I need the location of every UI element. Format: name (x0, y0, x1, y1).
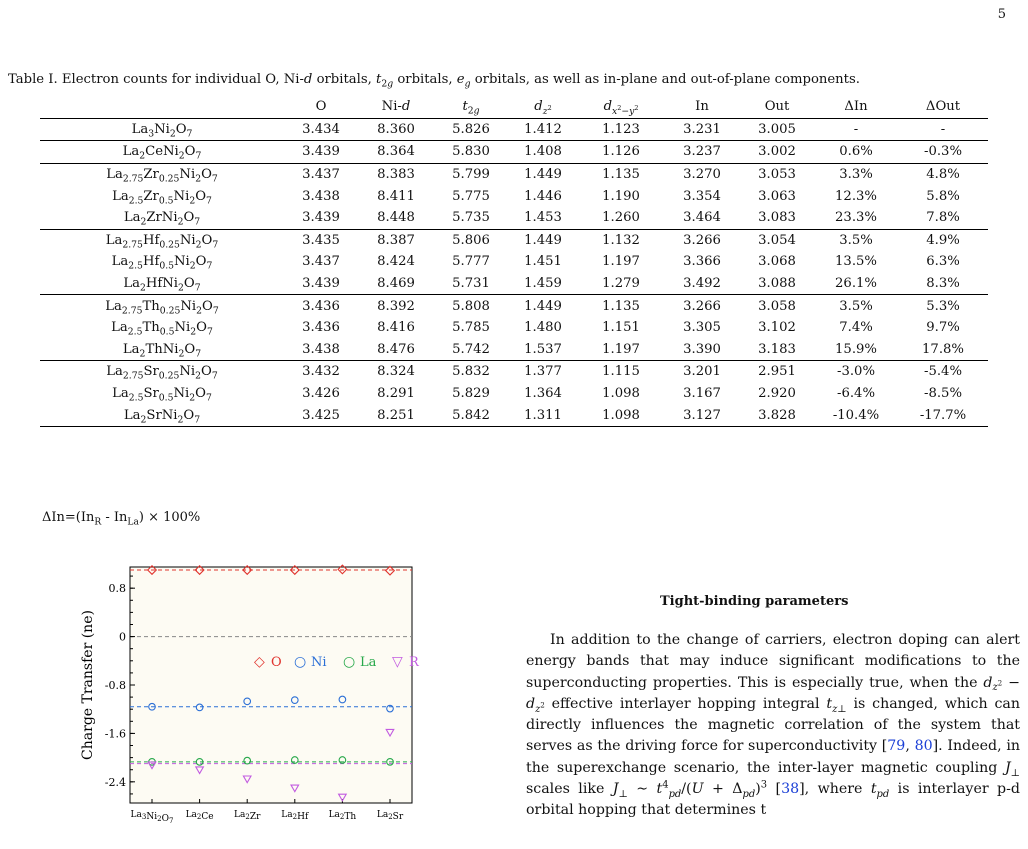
x-tick-label (281, 810, 309, 822)
table-cell: 5.806 (434, 229, 508, 251)
table-cell: 3.434 (302, 121, 340, 137)
table-cell: 1.135 (578, 163, 664, 185)
table-cell: 3.390 (683, 341, 721, 357)
table-cell: 3.053 (740, 163, 814, 185)
table-cell: 8.360 (377, 121, 415, 137)
table-cell: 1.537 (524, 341, 562, 357)
table-cell: -0.3% (898, 141, 988, 164)
table-cell: 5.785 (452, 320, 490, 336)
table-cell: 5.826 (452, 121, 490, 137)
table-cell: 3.167 (683, 386, 721, 402)
table-cell: 1.197 (602, 341, 640, 357)
x-tick-label-part: 2 (245, 813, 250, 821)
legend-label: La (360, 654, 377, 670)
table-cell: 5.829 (452, 386, 490, 402)
x-tick-label-part: Sr (392, 812, 404, 822)
x-tick-label-part: 7 (168, 817, 174, 825)
compound-cell: $La_{2.75}Sr_{0.25}Ni_2O_7$ (40, 361, 284, 383)
table-cell: 5.8% (926, 188, 960, 204)
table-cell: 5.742 (452, 341, 490, 357)
header-out: Out (740, 96, 814, 118)
table-cell: 5.799 (434, 163, 508, 185)
table-cell: 3.058 (740, 295, 814, 317)
table-cell: 8.324 (358, 361, 434, 383)
table-cell: 15.9% (835, 341, 877, 357)
compound-cell: $La_2HfNi_2O_7$ (123, 276, 201, 294)
legend-symbol: ◇ (254, 653, 265, 670)
table-cell: 1.412 (524, 121, 562, 137)
compound-cell: $La_2ZrNi_2O_7$ (123, 210, 201, 228)
x-tick-label-part: La (376, 810, 389, 820)
x-tick-label-part: La (185, 810, 197, 820)
table-cell: 3.127 (664, 404, 740, 426)
table-cell: 8.251 (358, 404, 434, 426)
table-cell: 5.832 (434, 361, 508, 383)
header-compound (40, 96, 284, 118)
table-cell: 3.266 (664, 295, 740, 317)
table-cell: 1.115 (578, 361, 664, 383)
table-cell: 6.3% (926, 254, 960, 270)
x-tick-label-part: Ni (146, 812, 158, 822)
table-cell: 8.383 (358, 163, 434, 185)
table-cell: 3.439 (284, 141, 358, 164)
table-cell: 1.459 (524, 276, 562, 292)
x-tick-label-part: Hf (297, 812, 309, 822)
table-cell: -10.4% (814, 404, 898, 426)
x-tick-label (377, 810, 404, 822)
x-tick-label-part: La (234, 810, 246, 820)
table-cell: 1.364 (524, 386, 562, 402)
table-cell: 3.305 (683, 320, 721, 336)
y-tick-label: -2.4 (104, 775, 126, 789)
legend-symbol: ▽ (392, 653, 403, 670)
section-paragraph: In addition to the change of carriers, electron doping can alert energy bands that may induce significant modifications to the superconducting properties. This is especially true, when the $d_{z^2} - d_{z^2}$ effective interlayer hopping integral $t_{z\perp}$ is changed, which can directly influences the magnetic correlation of the system that serves as the driving force for superconductivity [79, 80]. Indeed, in the superexchange scenario, the inter-layer magnetic coupling $J_\perp$ scales like $J_\perp$ ∼ $t^4_{pd}/(U + \Delta_{pd})^3$ [38], where $t_{pd}$ is interlayer p-d orbital hopping that determines t (526, 632, 1020, 819)
table-cell: 1.377 (508, 361, 578, 383)
table-cell: 3.439 (302, 210, 340, 226)
table-cell: 3.270 (664, 163, 740, 185)
table-cell: 1.132 (578, 229, 664, 251)
electron-count-table (40, 96, 988, 427)
header-t2g: $t_{2g}$ (434, 96, 508, 118)
table-cell: 3.437 (302, 254, 340, 270)
header-ni-d: Ni-d (358, 96, 434, 118)
table-cell: 1.453 (524, 210, 562, 226)
table-cell: 1.408 (508, 141, 578, 164)
table-cell: 3.3% (814, 163, 898, 185)
table-row (40, 295, 988, 317)
x-tick-label-part: La (130, 810, 142, 820)
table-cell: 3.436 (284, 295, 358, 317)
table-cell: - (853, 121, 859, 137)
table-row (40, 251, 988, 273)
compound-cell: $La_{2.75}Hf_{0.25}Ni_2O_7$ (40, 229, 284, 251)
table-cell: 1.126 (578, 141, 664, 164)
page-number: 5 (997, 7, 1006, 22)
table-cell: 8.476 (377, 341, 415, 357)
table-cell: 9.7% (926, 320, 960, 336)
table-cell: 1.098 (602, 386, 640, 402)
x-tick-label (329, 810, 357, 822)
table-row (40, 317, 988, 339)
x-tick-label-part: La (281, 810, 293, 820)
x-tick-label (234, 810, 261, 822)
table-cell: 2.920 (758, 386, 796, 402)
table-header-row (40, 96, 988, 118)
table-cell: -17.7% (898, 404, 988, 426)
citation-link[interactable]: 80 (914, 738, 933, 755)
table-cell: 8.411 (377, 188, 415, 204)
table-cell: 2.951 (740, 361, 814, 383)
table-cell: 1.449 (508, 229, 578, 251)
table-cell: 3.201 (664, 361, 740, 383)
y-tick-label: 0.8 (108, 582, 126, 596)
plot-area (130, 567, 412, 803)
legend-symbol: ○ (294, 653, 307, 670)
table-cell: 1.480 (524, 320, 562, 336)
table-cell: 1.135 (578, 295, 664, 317)
table-cell: 4.9% (898, 229, 988, 251)
table-cell: 3.005 (758, 121, 796, 137)
x-tick-label (131, 810, 174, 825)
table-cell: 1.190 (602, 188, 640, 204)
table-cell: 3.5% (814, 295, 898, 317)
table-cell: 3.5% (814, 229, 898, 251)
compound-cell: $La_{2.5}Hf_{0.5}Ni_2O_7$ (111, 254, 213, 273)
table-cell: 5.775 (452, 188, 490, 204)
table-row (40, 207, 988, 229)
table-cell: 3.002 (740, 141, 814, 164)
table-cell: 3.435 (284, 229, 358, 251)
table-cell: 4.8% (898, 163, 988, 185)
table-cell: -6.4% (837, 386, 875, 402)
compound-cell: $La_{2.75}Zr_{0.25}Ni_2O_7$ (40, 163, 284, 185)
compound-cell: $La_{2.75}Th_{0.25}Ni_2O_7$ (40, 295, 284, 317)
legend-label: O (271, 654, 282, 670)
table-cell: 3.432 (284, 361, 358, 383)
table-row (40, 229, 988, 251)
table-row (40, 185, 988, 207)
table-cell: 5.731 (452, 276, 490, 292)
legend-symbol: ○ (343, 653, 356, 670)
table-cell: 3.266 (664, 229, 740, 251)
table-cell: 3.068 (758, 254, 796, 270)
table-cell: 3.366 (683, 254, 721, 270)
table-cell: 23.3% (835, 210, 877, 226)
table-cell: 12.3% (835, 188, 877, 204)
table-cell: 8.424 (377, 254, 415, 270)
table-row (40, 141, 988, 164)
table-cell: -8.5% (924, 386, 962, 402)
charge-transfer-chart (74, 555, 424, 835)
compound-cell: $La_2CeNi_2O_7$ (40, 141, 284, 164)
citation-link[interactable]: 79 (887, 738, 906, 755)
x-tick-label-part: Ce (201, 812, 214, 822)
citation-link[interactable]: 38 (781, 781, 800, 798)
table-cell: 7.8% (926, 210, 960, 226)
table-cell: 8.291 (377, 386, 415, 402)
table-cell: 1.098 (578, 404, 664, 426)
table-cell: 3.425 (284, 404, 358, 426)
table-cell: 5.842 (434, 404, 508, 426)
y-tick-label: 0 (119, 630, 126, 644)
table-cell: 1.446 (524, 188, 562, 204)
table-cell: 0.6% (814, 141, 898, 164)
x-tick-label-part: La (328, 810, 340, 820)
table-cell: 1.449 (508, 295, 578, 317)
table-cell: 3.354 (683, 188, 721, 204)
table-cell: 5.777 (452, 254, 490, 270)
table-cell: 17.8% (922, 341, 964, 357)
compound-cell: $La_3Ni_2O_7$ (131, 121, 193, 140)
table-cell: 8.387 (358, 229, 434, 251)
table-cell: 3.054 (740, 229, 814, 251)
x-tick-label (186, 810, 214, 822)
table-cell: 3.828 (740, 404, 814, 426)
x-tick-label-part: 2 (196, 813, 202, 821)
table-cell: 5.735 (452, 210, 490, 226)
table-cell: 1.311 (508, 404, 578, 426)
table-row (40, 118, 988, 141)
table-cell: 5.808 (434, 295, 508, 317)
table-cell: 3.231 (683, 121, 721, 137)
table-cell: 3.063 (758, 188, 796, 204)
compound-cell: $La_{2.5}Th_{0.5}Ni_2O_7$ (111, 320, 213, 338)
x-tick-label-part: 2 (339, 813, 345, 821)
table-row (40, 361, 988, 383)
table-cell: 1.260 (602, 210, 640, 226)
table-cell: 8.448 (377, 210, 415, 226)
table-row (40, 163, 988, 185)
compound-cell: $La_{2.5}Sr_{0.5}Ni_2O_7$ (112, 386, 212, 404)
x-tick-label-part: Th (344, 812, 357, 822)
table-cell: 1.449 (508, 163, 578, 185)
table-cell: 1.197 (602, 254, 640, 270)
x-tick-label-part: 2 (292, 813, 298, 821)
table-cell: 3.083 (758, 210, 796, 226)
table-row (40, 273, 988, 295)
table-cell: 3.102 (758, 320, 796, 336)
compound-cell: $La_{2.5}Zr_{0.5}Ni_2O_7$ (112, 188, 212, 207)
x-tick-label-part: 3 (141, 813, 147, 821)
table-cell: 3.183 (758, 341, 796, 357)
table-cell: 8.364 (358, 141, 434, 164)
table-cell: 3.438 (302, 188, 340, 204)
table-cell: 3.464 (683, 210, 721, 226)
table-cell: -3.0% (814, 361, 898, 383)
x-tick-label-part: 2 (157, 815, 162, 823)
table-cell: 3.438 (302, 341, 340, 357)
header-o: O (284, 96, 358, 118)
table-cell: 1.151 (602, 320, 640, 336)
table-cell: 3.426 (302, 386, 340, 402)
table-cell: 8.469 (377, 276, 415, 292)
table-cell: 3.439 (302, 276, 340, 292)
section-heading: Tight-binding parameters (660, 594, 849, 609)
compound-cell: $La_2SrNi_2O_7$ (40, 404, 284, 426)
table-cell: 8.3% (926, 276, 960, 292)
table-cell: -5.4% (898, 361, 988, 383)
header-dz2: $d_{z^2}$ (508, 96, 578, 118)
table-cell: 1.123 (602, 121, 640, 137)
header-in: In (664, 96, 740, 118)
table-row (40, 404, 988, 426)
table-cell: 1.279 (602, 276, 640, 292)
table-cell: 3.437 (284, 163, 358, 185)
compound-cell: $La_2ThNi_2O_7$ (122, 341, 202, 360)
y-tick-label: -0.8 (104, 679, 126, 692)
table-cell: 3.088 (758, 276, 796, 292)
table-cell: 8.392 (358, 295, 434, 317)
table-cell: 3.492 (683, 276, 721, 292)
header-delta-out: ΔOut (898, 96, 988, 118)
table-cell: 13.5% (835, 254, 877, 270)
x-tick-label-part: 2 (388, 813, 393, 821)
table-cell: 7.4% (839, 320, 873, 336)
legend-label: Ni (311, 654, 327, 670)
table-cell: 5.3% (898, 295, 988, 317)
header-delta-in: ΔIn (814, 96, 898, 118)
table-cell: 3.436 (302, 320, 340, 336)
y-axis-label: Charge Transfer (ne) (80, 610, 96, 760)
y-tick-label: -1.6 (104, 727, 126, 741)
table-cell: 1.451 (524, 254, 562, 270)
table-cell: 3.237 (664, 141, 740, 164)
table-cell: - (940, 121, 946, 137)
header-dx2-y2: $d_{x^2-y^2}$ (578, 96, 664, 118)
table-cell: 26.1% (835, 276, 877, 292)
table-row (40, 339, 988, 361)
table-footnote: $\Delta In=(In_R - In_{La}) \times 100\%$ (42, 510, 201, 528)
table-cell: 8.416 (377, 320, 415, 336)
table-cell: 5.830 (434, 141, 508, 164)
table-row (40, 383, 988, 405)
x-tick-label-part: Zr (249, 812, 261, 822)
x-tick-label-part: O (161, 814, 169, 824)
legend-label: R (409, 654, 419, 670)
table-caption: Table I. Electron counts for individual O, Ni-d orbitals, $t_{2g}$ orbitals, $e_g$ orbitals, as well as in-plane and out-of-plane components. (8, 72, 860, 90)
